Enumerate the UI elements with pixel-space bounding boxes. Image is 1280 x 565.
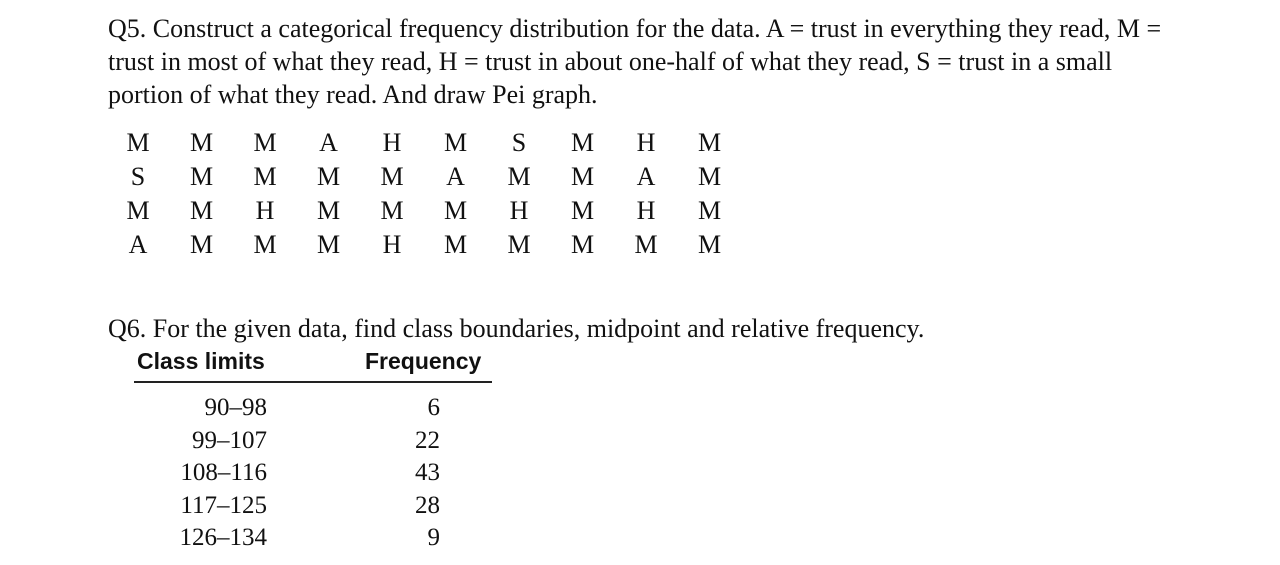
- data-grid-cell: M: [189, 230, 214, 259]
- data-grid-cell: M: [697, 196, 722, 225]
- data-grid-cell: M: [697, 162, 722, 191]
- data-grid-cell: M: [189, 196, 214, 225]
- data-grid-cell: M: [126, 196, 150, 225]
- table-row: [0, 489, 1280, 522]
- frequency-cell: 28: [415, 491, 440, 519]
- data-grid-cell: S: [511, 128, 527, 157]
- data-grid-cell: M: [189, 128, 214, 157]
- table-row: [0, 456, 1280, 489]
- frequency-cell: 22: [415, 426, 440, 454]
- data-grid-cell: M: [316, 196, 341, 225]
- data-grid-cell: M: [570, 230, 595, 259]
- q5-line-1: Q5. Construct a categorical frequency distribution for the data. A = trust in everything they read, M =: [108, 14, 1162, 43]
- data-grid-cell: H: [382, 128, 402, 157]
- data-grid-cell: S: [130, 162, 146, 191]
- table-row: [0, 391, 1280, 424]
- class-limits-header: Class limits: [137, 348, 265, 374]
- data-grid-cell: M: [253, 162, 277, 191]
- data-grid-cell: M: [507, 230, 531, 259]
- data-grid-cell: M: [697, 230, 722, 259]
- data-grid-cell: M: [380, 196, 404, 225]
- data-grid-cell: A: [446, 162, 465, 191]
- class-limit-cell: 99–107: [192, 426, 267, 454]
- data-grid-cell: M: [570, 128, 595, 157]
- class-limit-cell: 108–116: [180, 459, 267, 486]
- q6-question: Q6. For the given data, find class boundaries, midpoint and relative frequency.: [108, 314, 925, 343]
- data-grid-cell: M: [126, 128, 150, 157]
- data-grid-cell: A: [319, 128, 338, 157]
- data-grid-cell: M: [316, 230, 341, 259]
- data-grid-cell: M: [634, 230, 658, 259]
- data-grid-cell: H: [382, 230, 402, 259]
- data-grid-cell: M: [570, 162, 595, 191]
- data-grid-cell: H: [509, 196, 529, 225]
- class-limit-cell: 117–125: [180, 491, 267, 519]
- data-grid-cell: M: [443, 128, 468, 157]
- data-grid-cell: A: [128, 230, 148, 259]
- table-header-rule: [134, 381, 492, 383]
- data-grid-cell: M: [507, 162, 531, 191]
- frequency-header: Frequency: [365, 348, 482, 374]
- q5-line-2: trust in most of what they read, H = trust in about one-half of what they read, S = trust in a small: [108, 47, 1113, 76]
- data-grid-cell: H: [255, 196, 275, 225]
- q5-question: [108, 12, 1248, 111]
- data-grid-cell: M: [443, 230, 468, 259]
- frequency-cell: 6: [427, 394, 440, 421]
- data-grid-cell: M: [697, 128, 722, 157]
- table-row: [0, 424, 1280, 457]
- data-grid-cell: A: [636, 162, 656, 191]
- frequency-cell: 9: [427, 524, 440, 551]
- data-grid-cell: M: [253, 230, 277, 259]
- data-grid-cell: M: [443, 196, 468, 225]
- table-row: [0, 521, 1280, 554]
- class-limit-cell: 90–98: [204, 394, 267, 421]
- data-grid-cell: M: [316, 162, 341, 191]
- data-grid-cell: H: [636, 196, 656, 225]
- data-grid-cell: M: [570, 196, 595, 225]
- data-grid-cell: M: [189, 162, 214, 191]
- data-grid-cell: H: [636, 128, 656, 157]
- data-grid-cell: M: [380, 162, 404, 191]
- data-grid-cell: M: [253, 128, 277, 157]
- class-limit-cell: 126–134: [179, 524, 267, 551]
- frequency-cell: 43: [415, 459, 440, 486]
- q5-line-3: portion of what they read. And draw Pei graph.: [108, 80, 598, 109]
